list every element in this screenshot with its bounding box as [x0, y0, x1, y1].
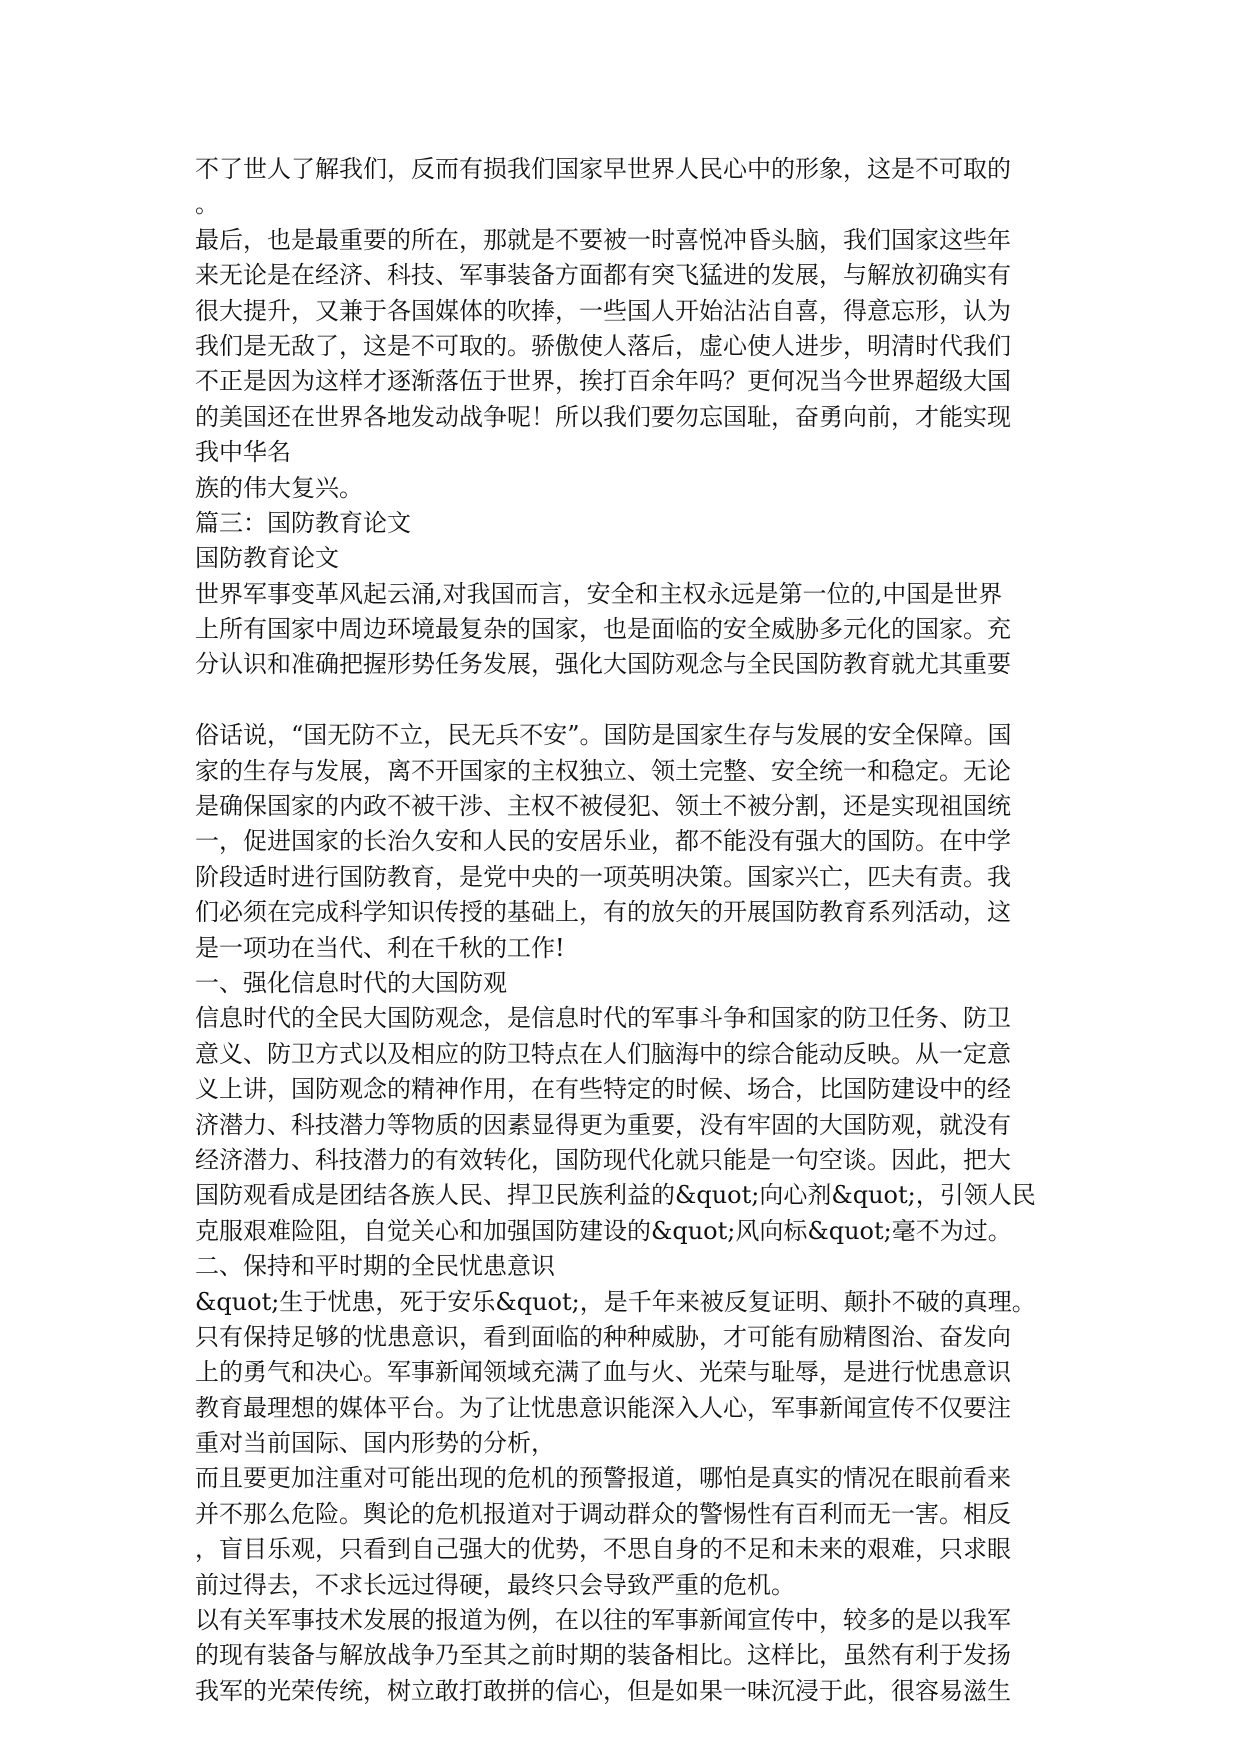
text-line: 以有关军事技术发展的报道为例，在以往的军事新闻宣传中，较多的是以我军	[195, 1606, 1011, 1635]
text-line: 我们是无敌了，这是不可取的。骄傲使人落后，虚心使人进步，明清时代我们	[195, 331, 1011, 360]
text-line: 族的伟大复兴。	[195, 473, 363, 502]
text-line: 济潜力、科技潜力等物质的因素显得更为重要，没有牢固的大国防观，就没有	[195, 1110, 1011, 1139]
text-line: 信息时代的全民大国防观念，是信息时代的军事斗争和国家的防卫任务、防卫	[195, 1004, 1011, 1033]
text-line: 家的生存与发展，离不开国家的主权独立、领土完整、安全统一和稳定。无论	[195, 756, 1011, 785]
text-line: 不正是因为这样才逐渐落伍于世界，挨打百余年吗？更何况当今世界超级大国	[195, 367, 1011, 396]
text-line: 。	[195, 190, 219, 219]
text-line: 重对当前国际、国内形势的分析，	[195, 1429, 555, 1458]
text-line: 很大提升，又兼于各国媒体的吹捧，一些国人开始沾沾自喜，得意忘形，认为	[195, 296, 1011, 325]
text-line: 是确保国家的内政不被干涉、主权不被侵犯、领土不被分割，还是实现祖国统	[195, 792, 1011, 821]
text-line: 克服艰难险阻，自觉关心和加强国防建设的&quot;风向标&quot;毫不为过。	[195, 1216, 1012, 1245]
text-line: 篇三：国防教育论文	[195, 508, 411, 537]
text-line: &quot;生于忧患，死于安乐&quot;，是千年来被反复证明、颠扑不破的真理。	[195, 1287, 1036, 1316]
text-line: 只有保持足够的忧患意识，看到面临的种种威胁，才可能有励精图治、奋发向	[195, 1322, 1011, 1351]
paragraph-gap	[195, 683, 1055, 718]
text-line: 俗话说，“国无防不立，民无兵不安”。国防是国家生存与发展的安全保障。国	[195, 721, 1012, 750]
text-line: ，盲目乐观，只看到自己强大的优势，不思自身的不足和未来的艰难，只求眼	[195, 1535, 1011, 1564]
text-line: 二、保持和平时期的全民忧患意识	[195, 1252, 555, 1281]
text-line: 国防观看成是团结各族人民、捍卫民族利益的&quot;向心剂&quot;，引领人民	[195, 1181, 1036, 1210]
text-line: 义上讲，国防观念的精神作用，在有些特定的时候、场合，比国防建设中的经	[195, 1075, 1011, 1104]
text-line: 世界军事变革风起云涌,对我国而言，安全和主权永远是第一位的,中国是世界	[195, 579, 1003, 608]
text-line: 不了世人了解我们，反而有损我们国家早世界人民心中的形象，这是不可取的	[195, 155, 1011, 183]
text-line: 最后，也是最重要的所在，那就是不要被一时喜悦冲昏头脑，我们国家这些年	[195, 225, 1011, 254]
text-line: 分认识和准确把握形势任务发展，强化大国防观念与全民国防教育就尤其重要	[195, 650, 1011, 679]
text-line: 一，促进国家的长治久安和人民的安居乐业，都不能没有强大的国防。在中学	[195, 827, 1011, 856]
text-line: 教育最理想的媒体平台。为了让忧患意识能深入人心，军事新闻宣传不仅要注	[195, 1393, 1011, 1422]
text-line: 上所有国家中周边环境最复杂的国家，也是面临的安全威胁多元化的国家。充	[195, 615, 1011, 644]
document-page	[195, 152, 1055, 1709]
text-line: 一、强化信息时代的大国防观	[195, 968, 507, 997]
text-block-part1	[195, 152, 1055, 683]
text-line: 的现有装备与解放战争乃至其之前时期的装备相比。这样比，虽然有利于发扬	[195, 1641, 1011, 1670]
text-line: 我中华名	[195, 438, 291, 467]
text-line: 们必须在完成科学知识传授的基础上，有的放矢的开展国防教育系列活动，这	[195, 898, 1011, 927]
text-line: 经济潜力、科技潜力的有效转化，国防现代化就只能是一句空谈。因此，把大	[195, 1145, 1011, 1174]
text-line: 并不那么危险。舆论的危机报道对于调动群众的警惕性有百利而无一害。相反	[195, 1499, 1011, 1528]
text-line: 阶段适时进行国防教育，是党中央的一项英明决策。国家兴亡，匹夫有责。我	[195, 862, 1011, 891]
text-line: 来无论是在经济、科技、军事装备方面都有突飞猛进的发展，与解放初确实有	[195, 261, 1011, 290]
text-block-part2	[195, 718, 1055, 1709]
text-line: 我军的光荣传统，树立敢打敢拼的信心，但是如果一味沉浸于此，很容易滋生	[195, 1676, 1011, 1705]
text-line: 上的勇气和决心。军事新闻领域充满了血与火、光荣与耻辱，是进行忧患意识	[195, 1358, 1011, 1387]
text-line: 意义、防卫方式以及相应的防卫特点在人们脑海中的综合能动反映。从一定意	[195, 1039, 1011, 1068]
text-line: 而且要更加注重对可能出现的危机的预警报道，哪怕是真实的情况在眼前看来	[195, 1464, 1011, 1493]
text-line: 是一项功在当代、利在千秋的工作!	[195, 933, 565, 962]
text-line: 的美国还在世界各地发动战争呢！所以我们要勿忘国耻，奋勇向前，才能实现	[195, 402, 1011, 431]
text-line: 前过得去，不求长远过得硬，最终只会导致严重的危机。	[195, 1570, 795, 1599]
text-line: 国防教育论文	[195, 544, 339, 573]
